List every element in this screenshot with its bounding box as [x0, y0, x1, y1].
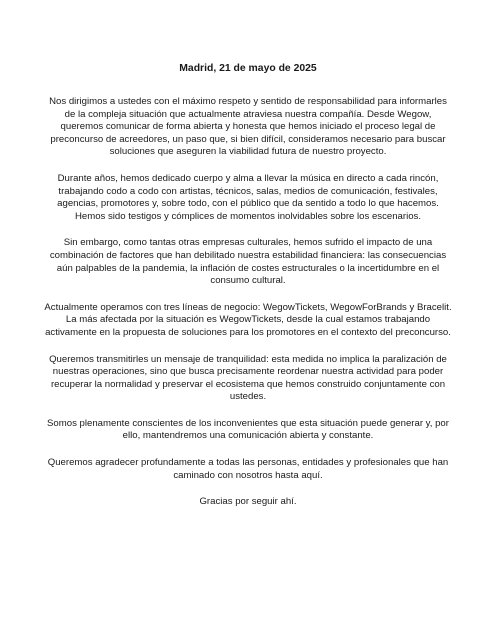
paragraph-business-lines: Actualmente operamos con tres líneas de negocio: WegowTickets, WegowForBrands y Bracelit. La más afectada por la situación es WegowTickets, desde la cual estamos trabajando activamente en la propuesta de soluciones para los promotores en el contexto del preconcurso. — [44, 301, 452, 338]
paragraph-history: Durante años, hemos dedicado cuerpo y alma a llevar la música en directo a cada rincón, trabajando codo a codo con artistas, técnicos, salas, medios de comunicación, festivales, agencias, promotores y, sobre todo, con el público que da sentido a todo lo que hacemos. Hemos sido testigos y cómplices de momentos inolvidables sobre los escenarios. — [57, 172, 439, 222]
paragraph-causes: Sin embargo, como tantas otras empresas culturales, hemos sufrido el impacto de una combinación de factores que han debilitado nuestra estabilidad financiera: las consecuencias aún palpables de la pandemia, la inflación de costes estructurales o la incertidumbre en el consumo cultural. — [49, 237, 447, 287]
letter-date: Madrid, 21 de mayo de 2025 — [179, 63, 317, 74]
paragraph-intro: Nos dirigimos a ustedes con el máximo respeto y sentido de responsabilidad para informarles de la compleja situación que actualmente atraviesa nuestra compañía. Desde Wegow, queremos comunicar de forma abierta y honesta que hemos iniciado el proceso legal de preconcurso de acreedores, un paso que, si bien difícil, consideramos necesario para buscar soluciones que aseguren la viabilidad futura de nuestro proyecto. — [49, 96, 447, 158]
paragraph-reassurance: Queremos transmitirles un mensaje de tranquilidad: esta medida no implica la paralización de nuestras operaciones, sino que busca precisamente reordenar nuestra actividad para poder recuperar la normalidad y preservar el ecosistema que hemos construido conjuntamente con ustedes. — [49, 353, 447, 403]
paragraph-closing: Gracias por seguir ahí. — [199, 496, 297, 508]
paragraph-communication: Somos plenamente conscientes de los inconvenientes que esta situación puede generar y, por ello, mantendremos una comunicación abierta y constante. — [47, 417, 449, 442]
paragraph-thanks: Queremos agradecer profundamente a todas las personas, entidades y profesionales que han caminado con nosotros hasta aquí. — [47, 457, 449, 481]
